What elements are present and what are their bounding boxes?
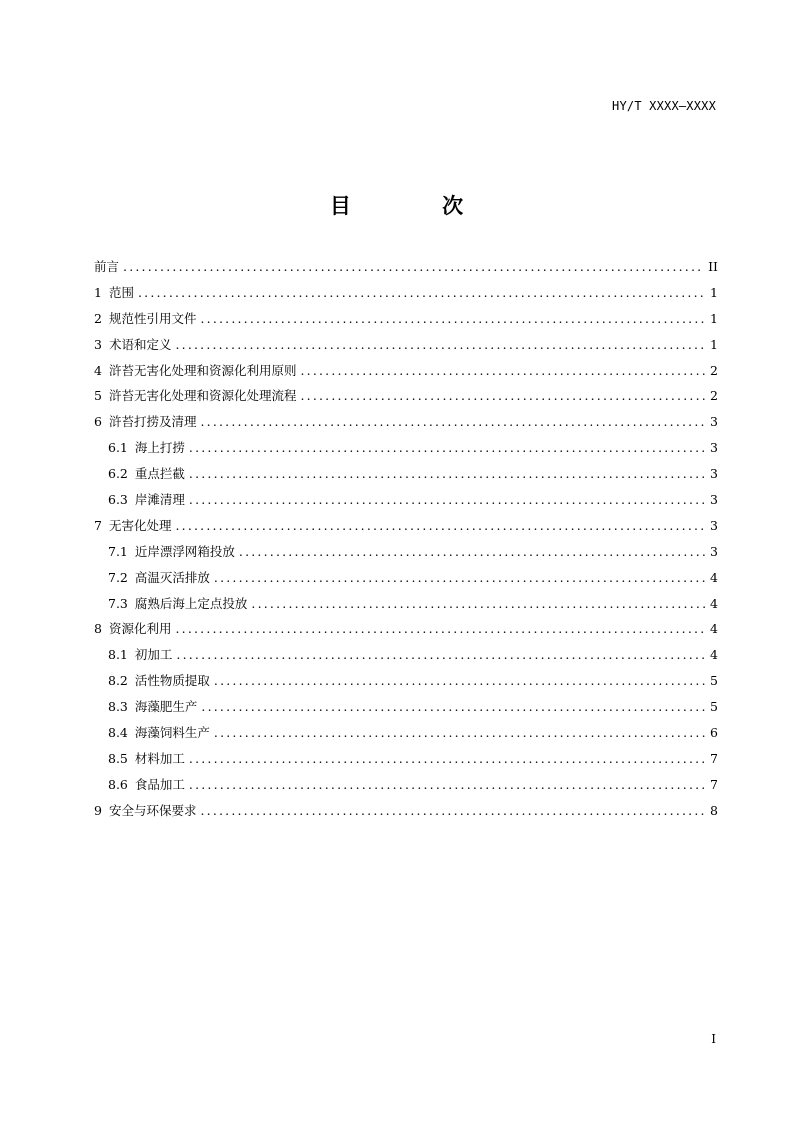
toc-entry[interactable] (94, 280, 718, 306)
toc-entry-text: 海藻肥生产 (134, 699, 198, 715)
toc-entry-label (108, 746, 185, 772)
toc-entry-page: 1 (710, 284, 718, 300)
toc-entry-text: 术语和定义 (108, 336, 172, 352)
toc-entry-number: 8.2 (108, 673, 128, 689)
toc-entry-label (108, 772, 185, 798)
toc-entry-page: 1 (710, 310, 718, 326)
document-code: HY/T XXXX—XXXX (612, 99, 716, 113)
toc-entry-label (108, 435, 185, 461)
toc-entry-page: 1 (710, 336, 718, 352)
toc-entry-page: 3 (710, 543, 718, 559)
toc-entry-text: 活性物质提取 (134, 673, 210, 689)
toc-entry[interactable] (94, 332, 718, 358)
toc-entry-page: 6 (710, 725, 718, 741)
toc-entry-text: 海藻饲料生产 (134, 725, 210, 741)
dot-leader (189, 487, 706, 513)
toc-entry-label (94, 280, 134, 306)
toc-entry-text: 近岸漂浮网箱投放 (134, 543, 235, 559)
toc-entry-number: 6.1 (108, 440, 128, 456)
toc-entry-number: 9 (94, 802, 102, 818)
toc-entry-page: 4 (710, 647, 718, 663)
toc-entry-number: 4 (94, 362, 102, 378)
toc-entry[interactable] (94, 254, 718, 280)
toc-entry[interactable] (94, 720, 718, 746)
toc-entry-text: 前言 (94, 259, 120, 274)
toc-entry-number: 3 (94, 336, 102, 352)
toc-entry-text: 岸滩清理 (134, 492, 185, 508)
toc-entry-page: 3 (710, 466, 718, 482)
toc-entry-label (94, 383, 296, 409)
dot-leader (175, 513, 706, 539)
toc-entry-page: 4 (710, 569, 718, 585)
toc-entry[interactable] (94, 642, 718, 668)
dot-leader (201, 694, 706, 720)
toc-entry-page: 3 (710, 492, 718, 508)
toc-entry-number: 7.3 (108, 595, 128, 611)
toc-entry-page: 7 (710, 776, 718, 792)
toc-entry-page: 5 (710, 673, 718, 689)
dot-leader (214, 668, 706, 694)
toc-entry[interactable] (94, 798, 718, 824)
toc-entry[interactable] (94, 461, 718, 487)
dot-leader (200, 306, 706, 332)
toc-entry-label (108, 642, 172, 668)
toc-entry-text: 浒苔打捞及清理 (108, 414, 197, 430)
toc-entry-label (108, 461, 185, 487)
toc-entry-text: 规范性引用文件 (108, 310, 197, 326)
dot-leader (200, 798, 706, 824)
toc-entry-page: 5 (710, 699, 718, 715)
toc-entry-page: 4 (710, 595, 718, 611)
toc-entry-page: 8 (710, 802, 718, 818)
toc-entry-number: 8.6 (108, 776, 128, 792)
dot-leader (138, 280, 706, 306)
toc-entry[interactable] (94, 383, 718, 409)
toc-entry-number: 8.1 (108, 647, 128, 663)
toc-entry-text: 材料加工 (134, 750, 185, 766)
dot-leader (175, 332, 706, 358)
toc-entry[interactable] (94, 487, 718, 513)
toc-entry-text: 高温灭活排放 (134, 569, 210, 585)
dot-leader (239, 539, 706, 565)
dot-leader (300, 383, 706, 409)
toc-entry-label (94, 409, 196, 435)
toc-entry[interactable] (94, 746, 718, 772)
toc-entry-label (94, 358, 296, 384)
toc-entry[interactable] (94, 772, 718, 798)
toc-entry-number: 2 (94, 310, 102, 326)
dot-leader (200, 409, 706, 435)
table-of-contents (94, 254, 718, 824)
toc-entry[interactable] (94, 694, 718, 720)
toc-entry-text: 无害化处理 (108, 517, 172, 533)
toc-entry-label (94, 513, 171, 539)
toc-entry-number: 8.3 (108, 699, 128, 715)
toc-entry-page: 3 (710, 517, 718, 533)
dot-leader (189, 435, 706, 461)
toc-entry[interactable] (94, 409, 718, 435)
dot-leader (300, 358, 706, 384)
toc-entry-label (108, 668, 210, 694)
toc-entry-page: 3 (710, 414, 718, 430)
toc-entry-label (108, 720, 210, 746)
toc-entry-number: 6.3 (108, 492, 128, 508)
toc-entry-label (108, 694, 197, 720)
toc-entry-text: 范围 (108, 284, 134, 300)
toc-entry[interactable] (94, 591, 718, 617)
toc-entry-text: 海上打捞 (134, 440, 185, 456)
dot-leader (189, 746, 706, 772)
toc-entry-label (108, 487, 185, 513)
toc-entry-page: 2 (710, 362, 718, 378)
toc-entry-number: 5 (94, 388, 102, 404)
toc-entry[interactable] (94, 616, 718, 642)
page-title: 目 次 (329, 194, 506, 218)
toc-entry-text: 腐熟后海上定点投放 (134, 595, 248, 611)
toc-entry[interactable] (94, 358, 718, 384)
toc-entry-label (108, 565, 210, 591)
toc-entry-number: 8.5 (108, 750, 128, 766)
toc-entry-text: 初加工 (134, 647, 173, 663)
dot-leader (176, 642, 706, 668)
toc-entry-page: 2 (710, 388, 718, 404)
toc-entry-number: 8.4 (108, 725, 128, 741)
dot-leader (189, 461, 706, 487)
dot-leader (251, 591, 706, 617)
dot-leader (123, 254, 704, 280)
toc-entry-label (94, 254, 119, 280)
page-number: I (711, 1032, 716, 1046)
toc-entry-label (94, 332, 171, 358)
toc-entry-number: 1 (94, 284, 102, 300)
toc-entry[interactable] (94, 539, 718, 565)
dot-leader (189, 772, 706, 798)
toc-entry-page: 4 (710, 621, 718, 637)
toc-entry[interactable] (94, 513, 718, 539)
toc-entry-text: 安全与环保要求 (108, 802, 197, 818)
toc-entry-number: 7.1 (108, 543, 128, 559)
toc-entry-text: 食品加工 (134, 776, 185, 792)
toc-entry-label (108, 591, 247, 617)
dot-leader (214, 565, 706, 591)
toc-entry-number: 7 (94, 517, 102, 533)
toc-entry[interactable] (94, 668, 718, 694)
toc-entry-label (108, 539, 235, 565)
toc-entry-page: 7 (710, 750, 718, 766)
dot-leader (175, 616, 706, 642)
toc-entry-number: 6 (94, 414, 102, 430)
toc-entry-text: 浒苔无害化处理和资源化利用原则 (108, 362, 297, 378)
toc-entry[interactable] (94, 435, 718, 461)
toc-entry-number: 8 (94, 621, 102, 637)
dot-leader (214, 720, 706, 746)
toc-entry-text: 重点拦截 (134, 466, 185, 482)
toc-entry-page: II (708, 259, 718, 274)
toc-entry[interactable] (94, 306, 718, 332)
toc-entry-label (94, 616, 171, 642)
toc-entry-text: 浒苔无害化处理和资源化处理流程 (108, 388, 297, 404)
toc-entry-number: 7.2 (108, 569, 128, 585)
toc-entry-label (94, 306, 196, 332)
toc-entry-label (94, 798, 196, 824)
toc-entry-page: 3 (710, 440, 718, 456)
toc-entry-number: 6.2 (108, 466, 128, 482)
toc-entry[interactable] (94, 565, 718, 591)
toc-entry-text: 资源化利用 (108, 621, 172, 637)
